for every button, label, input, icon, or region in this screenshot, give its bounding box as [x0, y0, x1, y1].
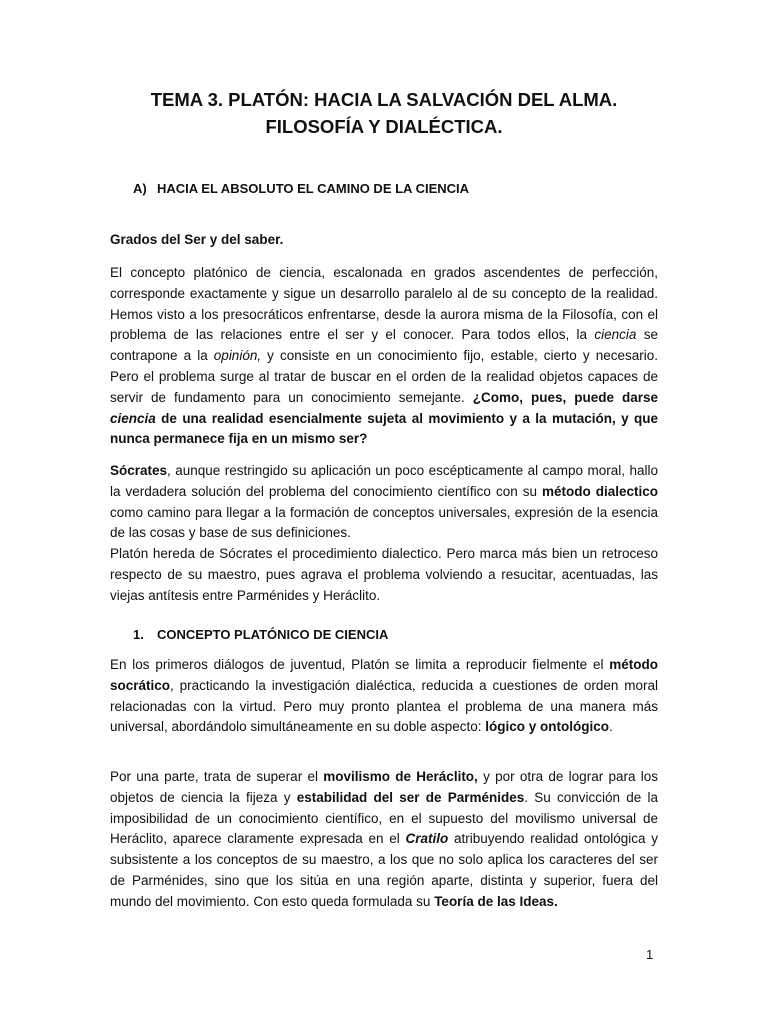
bold-term: método dialectico	[541, 483, 658, 499]
italic-term: ciencia	[594, 327, 637, 343]
section-marker: A)	[133, 181, 147, 196]
bold-term: estabilidad del ser de Parménides	[296, 789, 525, 805]
text-run: y por otra de lograr para los objetos de ciencia la fijeza y	[110, 769, 659, 805]
text-run: , practicando la investigación dialéctica, reducida a cuestiones de orden moral relacionadas con la virtud. Pero muy pronto plantea el problema de una manera más universal, abordándolo simultáneamente en su doble aspecto:	[110, 677, 658, 735]
section-title: HACIA EL ABSOLUTO EL CAMINO DE LA CIENCIA	[157, 181, 470, 196]
bold-question: de una realidad esencialmente sujeta al movimiento y a la mutación, y que nunca permanece fija en un mismo ser?	[110, 410, 658, 447]
bold-term: método socrático	[110, 657, 658, 693]
text-run: y consiste en un conocimiento fijo, estable, cierto y necesario. Pero el problema surge al tratar de buscar en el orden de la realidad objetos capaces de servir de fundamento para un conocimiento semejante.	[110, 348, 658, 405]
paragraph-4	[110, 655, 658, 738]
bold-question: ¿Como, pues, puede darse	[472, 389, 658, 405]
document-title: TEMA 3. PLATÓN: HACIA LA SALVACIÓN DEL ALMA. FILOSOFÍA Y DIALÉCTICA.	[150, 89, 618, 137]
text-run: El concepto platónico de ciencia, escalonada en grados ascendentes de perfección, corresponde exactamente y sigue un desarrollo paralelo al de su concepto de la realidad. Hemos visto a los presocráticos enfrentarse, desde la aurora misma de la Filosofía, con el problema de las relaciones entre el ser y el conocer. Para todos ellos, la	[110, 265, 658, 343]
paragraph-1	[110, 263, 658, 450]
bold-term: Teoría de las Ideas.	[434, 893, 558, 909]
section-heading-a	[133, 180, 469, 198]
text-run: . Su convicción de la imposibilidad de un conocimiento científico, en el supuesto del movilismo universal de Heráclito, aparece claramente expresada en el	[110, 789, 658, 847]
section-marker: 1.	[133, 627, 144, 642]
bold-term: Sócrates	[110, 463, 168, 478]
bold-italic-term: Cratilo	[405, 831, 449, 847]
text-run: se contrapone a la	[110, 327, 658, 364]
paragraph-2	[110, 461, 658, 544]
text-run: como camino para llegar a la formación de conceptos universales, expresión de la esencia de las cosas y base de sus definiciones.	[110, 504, 658, 541]
text-run: atribuyendo realidad ontológica y subsistente a los conceptos de su maestro, a los que no solo aplica los caracteres del ser de Parménides, sino que los sitúa en una región aparte, distinta y superior, fuera del mundo del movimiento. Con esto queda formulada su	[110, 831, 658, 909]
text-run: Por una parte, trata de superar el	[110, 769, 324, 784]
page-number: 1	[646, 947, 654, 962]
text-run: .	[609, 719, 613, 735]
section-title: CONCEPTO PLATÓNICO DE CIENCIA	[157, 627, 389, 642]
text-run: , aunque restringido su aplicación un poco escépticamente al campo moral, hallo la verdadera solución del problema del conocimiento científico con su	[110, 463, 658, 499]
paragraph-3: Platón hereda de Sócrates el procedimiento dialectico. Pero marca más bien un retroceso respecto de su maestro, pues agrava el problema volviendo a resucitar, acentuadas, las viejas antítesis entre Parménides y Heráclito.	[110, 546, 658, 603]
bold-term: movilismo de Heráclito,	[323, 769, 478, 784]
text-run: En los primeros diálogos de juventud, Platón se limita a reproducir fielmente el	[110, 657, 610, 672]
section-heading-1	[133, 626, 388, 644]
paragraph-5	[110, 767, 658, 913]
bold-italic-term: ciencia	[110, 410, 156, 426]
subheading: Grados del Ser y del saber.	[110, 232, 284, 247]
bold-term: lógico y ontológico	[485, 719, 609, 735]
italic-term: opinión,	[213, 348, 262, 364]
